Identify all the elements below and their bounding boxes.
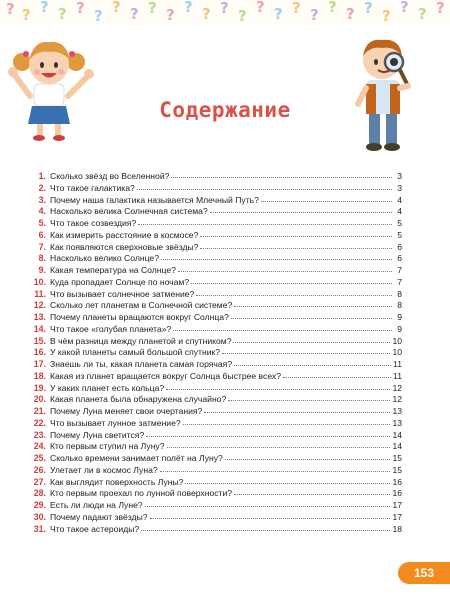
toc-entry-page: 10 xyxy=(392,335,402,346)
svg-text:?: ? xyxy=(328,0,337,16)
toc-entry-question: Насколько велика Солнечная система? xyxy=(50,206,208,217)
dot-leader xyxy=(146,429,390,437)
toc-entry-number: 13. xyxy=(33,312,46,322)
toc-entry-question: Сколько звёзд во Вселенной? xyxy=(50,171,170,181)
svg-text:?: ? xyxy=(400,0,409,16)
dot-leader xyxy=(167,440,391,448)
svg-text:?: ? xyxy=(130,5,139,23)
svg-text:?: ? xyxy=(418,5,427,23)
toc-entry-question: Какая планета была обнаружена случайно? xyxy=(50,394,227,405)
toc-entry-number: 14. xyxy=(33,323,46,334)
toc-entry-question: Кто первым ступил на Луну? xyxy=(50,441,165,452)
dot-leader xyxy=(137,182,392,190)
toc-entry-number: 27. xyxy=(33,476,46,487)
toc-entry-number: 15. xyxy=(33,335,46,346)
toc-entry-page: 5 xyxy=(397,218,402,228)
dot-leader xyxy=(191,276,392,284)
dot-leader xyxy=(228,393,390,401)
dot-leader xyxy=(210,205,392,213)
toc-entry-question: Сколько времени занимает полёт на Луну? xyxy=(50,453,223,463)
toc-entry-number: 28. xyxy=(33,488,46,499)
svg-text:?: ? xyxy=(166,6,175,24)
dot-leader xyxy=(183,417,391,425)
toc-entry-question: Как выглядит поверхность Луны? xyxy=(50,476,184,487)
toc-entry-page: 6 xyxy=(397,253,402,264)
dot-leader xyxy=(150,511,391,519)
toc-entry-number: 5. xyxy=(38,218,46,228)
toc-entry-number: 3. xyxy=(38,194,46,205)
dot-leader xyxy=(173,323,392,331)
toc-entry-number: 23. xyxy=(33,429,46,440)
svg-text:?: ? xyxy=(238,7,247,24)
dot-leader xyxy=(145,499,391,507)
toc-entry-number: 9. xyxy=(38,265,46,275)
toc-entry-question: Что такое галактика? xyxy=(50,182,135,193)
toc-entry-page: 13 xyxy=(392,406,402,416)
dot-leader xyxy=(233,335,390,343)
svg-text:?: ? xyxy=(436,0,445,17)
svg-text:?: ? xyxy=(58,5,67,23)
toc-entry-question: Почему Луна меняет свои очертания? xyxy=(50,406,203,416)
dot-leader xyxy=(225,452,391,460)
svg-text:?: ? xyxy=(76,0,85,17)
toc-entry-question: Какая из планет вращается вокруг Солнца быстрее всех? xyxy=(50,370,281,381)
svg-text:?: ? xyxy=(94,7,103,24)
toc-entry-page: 7 xyxy=(397,276,402,287)
dot-leader xyxy=(160,464,391,472)
svg-text:?: ? xyxy=(202,5,211,23)
dot-leader xyxy=(283,370,391,378)
toc-entry-page: 10 xyxy=(392,347,402,358)
toc-entry-question: Что вызывает солнечное затмение? xyxy=(50,288,195,299)
toc-entry-number: 18. xyxy=(33,370,46,381)
dot-leader xyxy=(200,241,392,249)
svg-text:?: ? xyxy=(274,5,283,23)
toc-entry-question: Как появляются сверхновые звёзды? xyxy=(50,241,199,252)
dot-leader xyxy=(234,299,392,307)
dot-leader xyxy=(166,382,390,390)
dot-leader xyxy=(204,405,390,413)
svg-text:?: ? xyxy=(148,0,157,17)
toc-entry-question: Кто первым проехал по лунной поверхности? xyxy=(50,488,233,499)
toc-entry-question: Почему Луна светится? xyxy=(50,429,145,440)
toc-entry-question: Какая температура на Солнце? xyxy=(50,265,176,275)
svg-text:?: ? xyxy=(22,6,31,24)
toc-entry-question: Улетает ли в космос Луна? xyxy=(50,464,158,475)
toc-entry-number: 1. xyxy=(38,171,46,181)
toc-entry-number: 4. xyxy=(38,206,46,217)
toc-entry-number: 20. xyxy=(33,394,46,405)
dot-leader xyxy=(234,487,390,495)
toc-entry-number: 11. xyxy=(34,288,46,299)
toc-entry-number: 24. xyxy=(33,441,46,452)
dot-leader xyxy=(171,170,392,178)
toc-entry-number: 10. xyxy=(33,276,46,287)
toc-entry-question: Насколько велико Солнце? xyxy=(50,253,159,264)
toc-entry-number: 26. xyxy=(33,464,46,475)
dot-leader xyxy=(178,264,392,272)
toc-entry-page: 13 xyxy=(392,417,402,428)
toc-entry-question: У какой планеты самый большой спутник? xyxy=(50,347,221,358)
svg-text:?: ? xyxy=(310,6,319,24)
toc-entry-question: Почему наша галактика называется Млечный Путь? xyxy=(50,194,259,205)
question-marks-band xyxy=(0,0,450,24)
toc-entry-page: 4 xyxy=(397,194,402,205)
toc-entry-page: 16 xyxy=(392,488,402,499)
toc-entry-page: 7 xyxy=(397,265,402,275)
toc-entry-page: 8 xyxy=(397,288,402,299)
toc-entry-number: 19. xyxy=(33,382,46,393)
toc-entry-question: Как измерить расстояние в космосе? xyxy=(50,229,199,240)
toc-entry-number: 8. xyxy=(38,253,46,264)
toc-entry-page: 3 xyxy=(397,182,402,193)
girl-waving-illustration xyxy=(4,26,96,146)
page-number-badge: 153 xyxy=(398,562,450,584)
toc-entry-page: 14 xyxy=(392,441,402,452)
toc-entry-page: 14 xyxy=(392,429,402,440)
dot-leader xyxy=(234,358,391,366)
toc-entry-question: В чём разница между планетой и спутником? xyxy=(50,335,232,346)
toc-entry-page: 16 xyxy=(392,476,402,487)
svg-text:?: ? xyxy=(184,0,193,16)
svg-text:?: ? xyxy=(112,0,121,16)
svg-text:?: ? xyxy=(382,7,391,24)
toc-entry-page: 9 xyxy=(397,312,402,322)
toc-entry-page: 12 xyxy=(392,394,402,405)
dot-leader xyxy=(261,194,392,202)
toc-entry-question: У каких планет есть кольца? xyxy=(50,382,165,393)
toc-entry-number: 16. xyxy=(33,347,46,358)
toc-entry-number: 22. xyxy=(33,417,46,428)
dot-leader xyxy=(231,311,392,319)
toc-entry-question: Знаешь ли ты, какая планета самая горячая? xyxy=(50,359,233,369)
toc-entry-page: 4 xyxy=(397,206,402,217)
toc-entry-page: 6 xyxy=(397,241,402,252)
toc-entry-number: 25. xyxy=(33,453,46,463)
toc-entry-question: Что такое созвездия? xyxy=(50,218,137,228)
toc-entry-page: 8 xyxy=(397,300,402,311)
toc-entry-page: 3 xyxy=(397,171,402,181)
toc-entry-question: Что вызывает лунное затмение? xyxy=(50,417,181,428)
toc-entry-page: 11 xyxy=(393,370,402,381)
toc-entry-page: 9 xyxy=(397,323,402,334)
table-of-contents xyxy=(30,171,402,535)
svg-text:?: ? xyxy=(40,0,49,16)
question-marks-pattern xyxy=(0,0,450,24)
toc-entry-question: Что такое «голубая планета»? xyxy=(50,323,172,334)
toc-entry-question: Куда пропадает Солнце по ночам? xyxy=(50,276,190,287)
toc-entry-page: 11 xyxy=(393,359,402,369)
boy-with-magnifier-illustration xyxy=(342,28,426,158)
toc-entry-page: 17 xyxy=(392,511,402,522)
toc-entry-question: Почему падают звёзды? xyxy=(50,511,148,522)
toc-entry-question: Сколько лет планетам в Солнечной системе? xyxy=(50,300,233,311)
toc-entry-number: 30. xyxy=(33,511,46,522)
toc-entry-page: 15 xyxy=(392,453,402,463)
svg-text:?: ? xyxy=(6,0,15,18)
svg-text:?: ? xyxy=(292,0,301,17)
dot-leader xyxy=(222,346,390,354)
toc-entry-number: 6. xyxy=(38,229,46,240)
toc-entry-number: 29. xyxy=(33,500,46,510)
dot-leader xyxy=(196,288,392,296)
toc-entry[interactable] xyxy=(30,524,402,536)
toc-entry-page: 12 xyxy=(392,382,402,393)
toc-entry-number: 21. xyxy=(33,406,46,416)
svg-text:?: ? xyxy=(346,5,355,23)
dot-leader xyxy=(200,229,392,237)
svg-text:?: ? xyxy=(220,0,229,17)
toc-entry-question: Что такое астероиды? xyxy=(50,523,140,534)
dot-leader xyxy=(185,476,390,484)
toc-entry-number: 7. xyxy=(38,241,46,252)
toc-entry-question: Почему планеты вращаются вокруг Солнца? xyxy=(50,312,229,322)
svg-text:?: ? xyxy=(364,0,373,17)
toc-entry-page: 18 xyxy=(392,523,402,534)
toc-entry-page: 15 xyxy=(392,464,402,475)
toc-entry-number: 2. xyxy=(38,182,46,193)
svg-text:?: ? xyxy=(256,0,265,16)
dot-leader xyxy=(161,252,392,260)
toc-entry-number: 31. xyxy=(33,523,46,534)
toc-entry-number: 12. xyxy=(33,300,46,311)
dot-leader xyxy=(141,523,390,531)
page-title: Содержание xyxy=(159,98,291,122)
dot-leader xyxy=(138,217,392,225)
toc-entry-question: Есть ли люди на Луне? xyxy=(50,500,143,510)
toc-entry-page: 17 xyxy=(392,500,402,510)
toc-entry-page: 5 xyxy=(397,229,402,240)
toc-entry-number: 17. xyxy=(33,359,46,369)
